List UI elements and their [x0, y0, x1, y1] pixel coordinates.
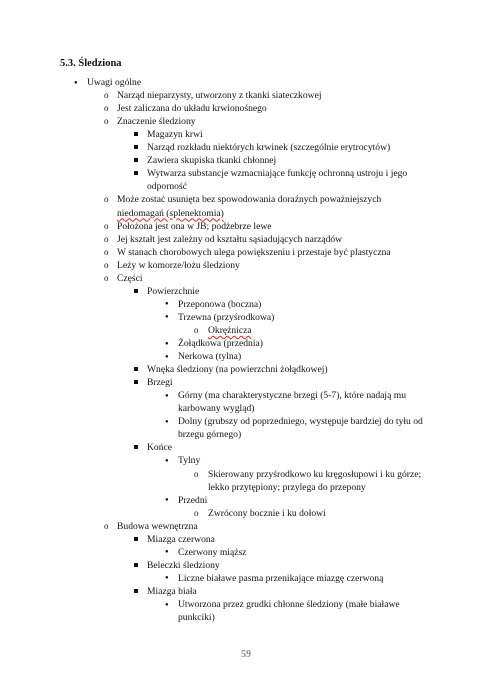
outline-line: Okrężnicza	[208, 324, 252, 336]
outline-line: W stanach chorobowych ulega powiększeniu i przestaje być plastyczna	[117, 246, 391, 258]
disc-bullet-icon: ●	[165, 457, 169, 464]
outline-line: Końce	[147, 442, 173, 454]
outline-line: Może zostać usunięta bez spowodowania doraźnych poważniejszych	[117, 194, 382, 206]
outline-line: odporność	[147, 181, 187, 193]
circle-bullet-icon: o	[194, 468, 199, 479]
outline-line: niedomagań (splenektomia)	[117, 207, 224, 219]
outline-line: Budowa wewnętrzna	[117, 520, 198, 532]
circle-bullet-icon: o	[194, 507, 199, 518]
outline-line: Trzewna (przyśrodkowa)	[178, 311, 275, 323]
outline-line: Beleczki śledziony	[147, 559, 220, 571]
disc-bullet-icon: ●	[165, 353, 169, 360]
outline-line: Przedni	[178, 494, 208, 506]
square-bullet-icon	[134, 558, 138, 571]
outline-line: Dolny (grubszy od poprzedniego, występuje bardziej do tyłu od	[178, 416, 423, 428]
outline-line: punkciki)	[178, 612, 215, 624]
circle-bullet-icon: o	[104, 520, 109, 531]
outline-line: brzegu górnego)	[178, 429, 242, 441]
disc-bullet-icon: ●	[165, 418, 169, 425]
outline-line: Powierzchnie	[147, 285, 200, 297]
outline-line: Jej kształt jest zależny od kształtu sąsiadujących narządów	[117, 233, 343, 245]
disc-bullet-icon: ●	[165, 340, 169, 347]
outline-line: Położona jest ona w JB; podżebrze lewe	[117, 220, 272, 232]
outline-line: Brzegi	[147, 377, 173, 389]
outline-line: Miazga biała	[147, 585, 197, 597]
square-bullet-icon	[134, 440, 138, 453]
circle-bullet-icon: o	[104, 116, 109, 127]
outline-line: Zwrócony bocznie i ku dołowi	[208, 507, 326, 519]
outline-line: Skierowany przyśrodkowo ku kręgosłupowi i ku górze;	[208, 468, 422, 480]
outline-line: lekko przytępiony; przylega do przepony	[208, 481, 366, 493]
circle-bullet-icon: o	[104, 194, 109, 205]
circle-bullet-icon: o	[194, 324, 199, 335]
outline-line: Części	[117, 272, 143, 284]
square-bullet-icon	[134, 127, 138, 140]
page-number: 59	[241, 649, 251, 660]
circle-bullet-icon: o	[104, 272, 109, 283]
square-bullet-icon	[134, 153, 138, 166]
outline-line: Czerwony miąższ	[178, 546, 247, 558]
square-bullet-icon	[134, 166, 138, 179]
circle-bullet-icon: o	[104, 246, 109, 257]
outline-line: Górny (ma charakterystyczne brzegi (5-7), które nadają mu	[178, 390, 407, 402]
outline-line: Żołądkowa (przednia)	[178, 338, 263, 349]
circle-bullet-icon: o	[104, 220, 109, 231]
disc-bullet-icon: ●	[74, 79, 78, 86]
outline-line: karbowany wygląd)	[178, 403, 255, 415]
square-bullet-icon	[134, 532, 138, 545]
disc-bullet-icon: ●	[165, 549, 169, 556]
outline-line: Magazyn krwi	[147, 129, 203, 141]
circle-bullet-icon: o	[104, 103, 109, 114]
square-bullet-icon	[134, 362, 138, 375]
disc-bullet-icon: ●	[165, 497, 169, 504]
disc-bullet-icon: ●	[165, 601, 169, 608]
square-bullet-icon	[134, 284, 138, 297]
disc-bullet-icon: ●	[165, 392, 169, 399]
outline-line: Liczne białawe pasma przenikające miazgę czerwoną	[178, 572, 384, 584]
outline-line: Znaczenie śledziony	[117, 116, 196, 128]
circle-bullet-icon: o	[104, 259, 109, 270]
outline-line: Leży w komorze/łożu śledziony	[117, 259, 240, 271]
disc-bullet-icon: ●	[165, 314, 169, 321]
outline-line: Narząd rozkładu niektórych krwinek (szczególnie erytrocytów)	[147, 142, 391, 154]
outline-line: Wytwarza substancje wzmacniające funkcję ochronną ustroju i jego	[147, 168, 408, 180]
outline-line: Zawiera skupiska tkanki chłonnej	[147, 155, 277, 167]
outline-line: Narząd nieparzysty, utworzony z tkanki siateczkowej	[117, 90, 322, 102]
outline-line: Utworzona przez grudki chłonne śledziony (małe białawe	[178, 599, 400, 610]
square-bullet-icon	[134, 140, 138, 153]
outline-line: Tylny	[178, 455, 201, 467]
circle-bullet-icon: o	[104, 90, 109, 101]
outline-line: Przeponowa (boczna)	[178, 298, 262, 310]
square-bullet-icon	[134, 584, 138, 597]
circle-bullet-icon: o	[104, 233, 109, 244]
outline-line: Jest zaliczana do układu krwionośnego	[117, 103, 267, 115]
outline-line: Uwagi ogólne	[87, 77, 142, 88]
section-title: 5.3. Śledziona	[60, 58, 122, 69]
outline-line: Nerkowa (tylna)	[178, 351, 242, 363]
disc-bullet-icon: ●	[165, 301, 169, 308]
outline-line: Miazga czerwona	[147, 533, 215, 545]
disc-bullet-icon: ●	[165, 575, 169, 582]
square-bullet-icon	[134, 375, 138, 388]
outline-line: Wnęka śledziony (na powierzchni żołądkowej)	[147, 364, 328, 376]
